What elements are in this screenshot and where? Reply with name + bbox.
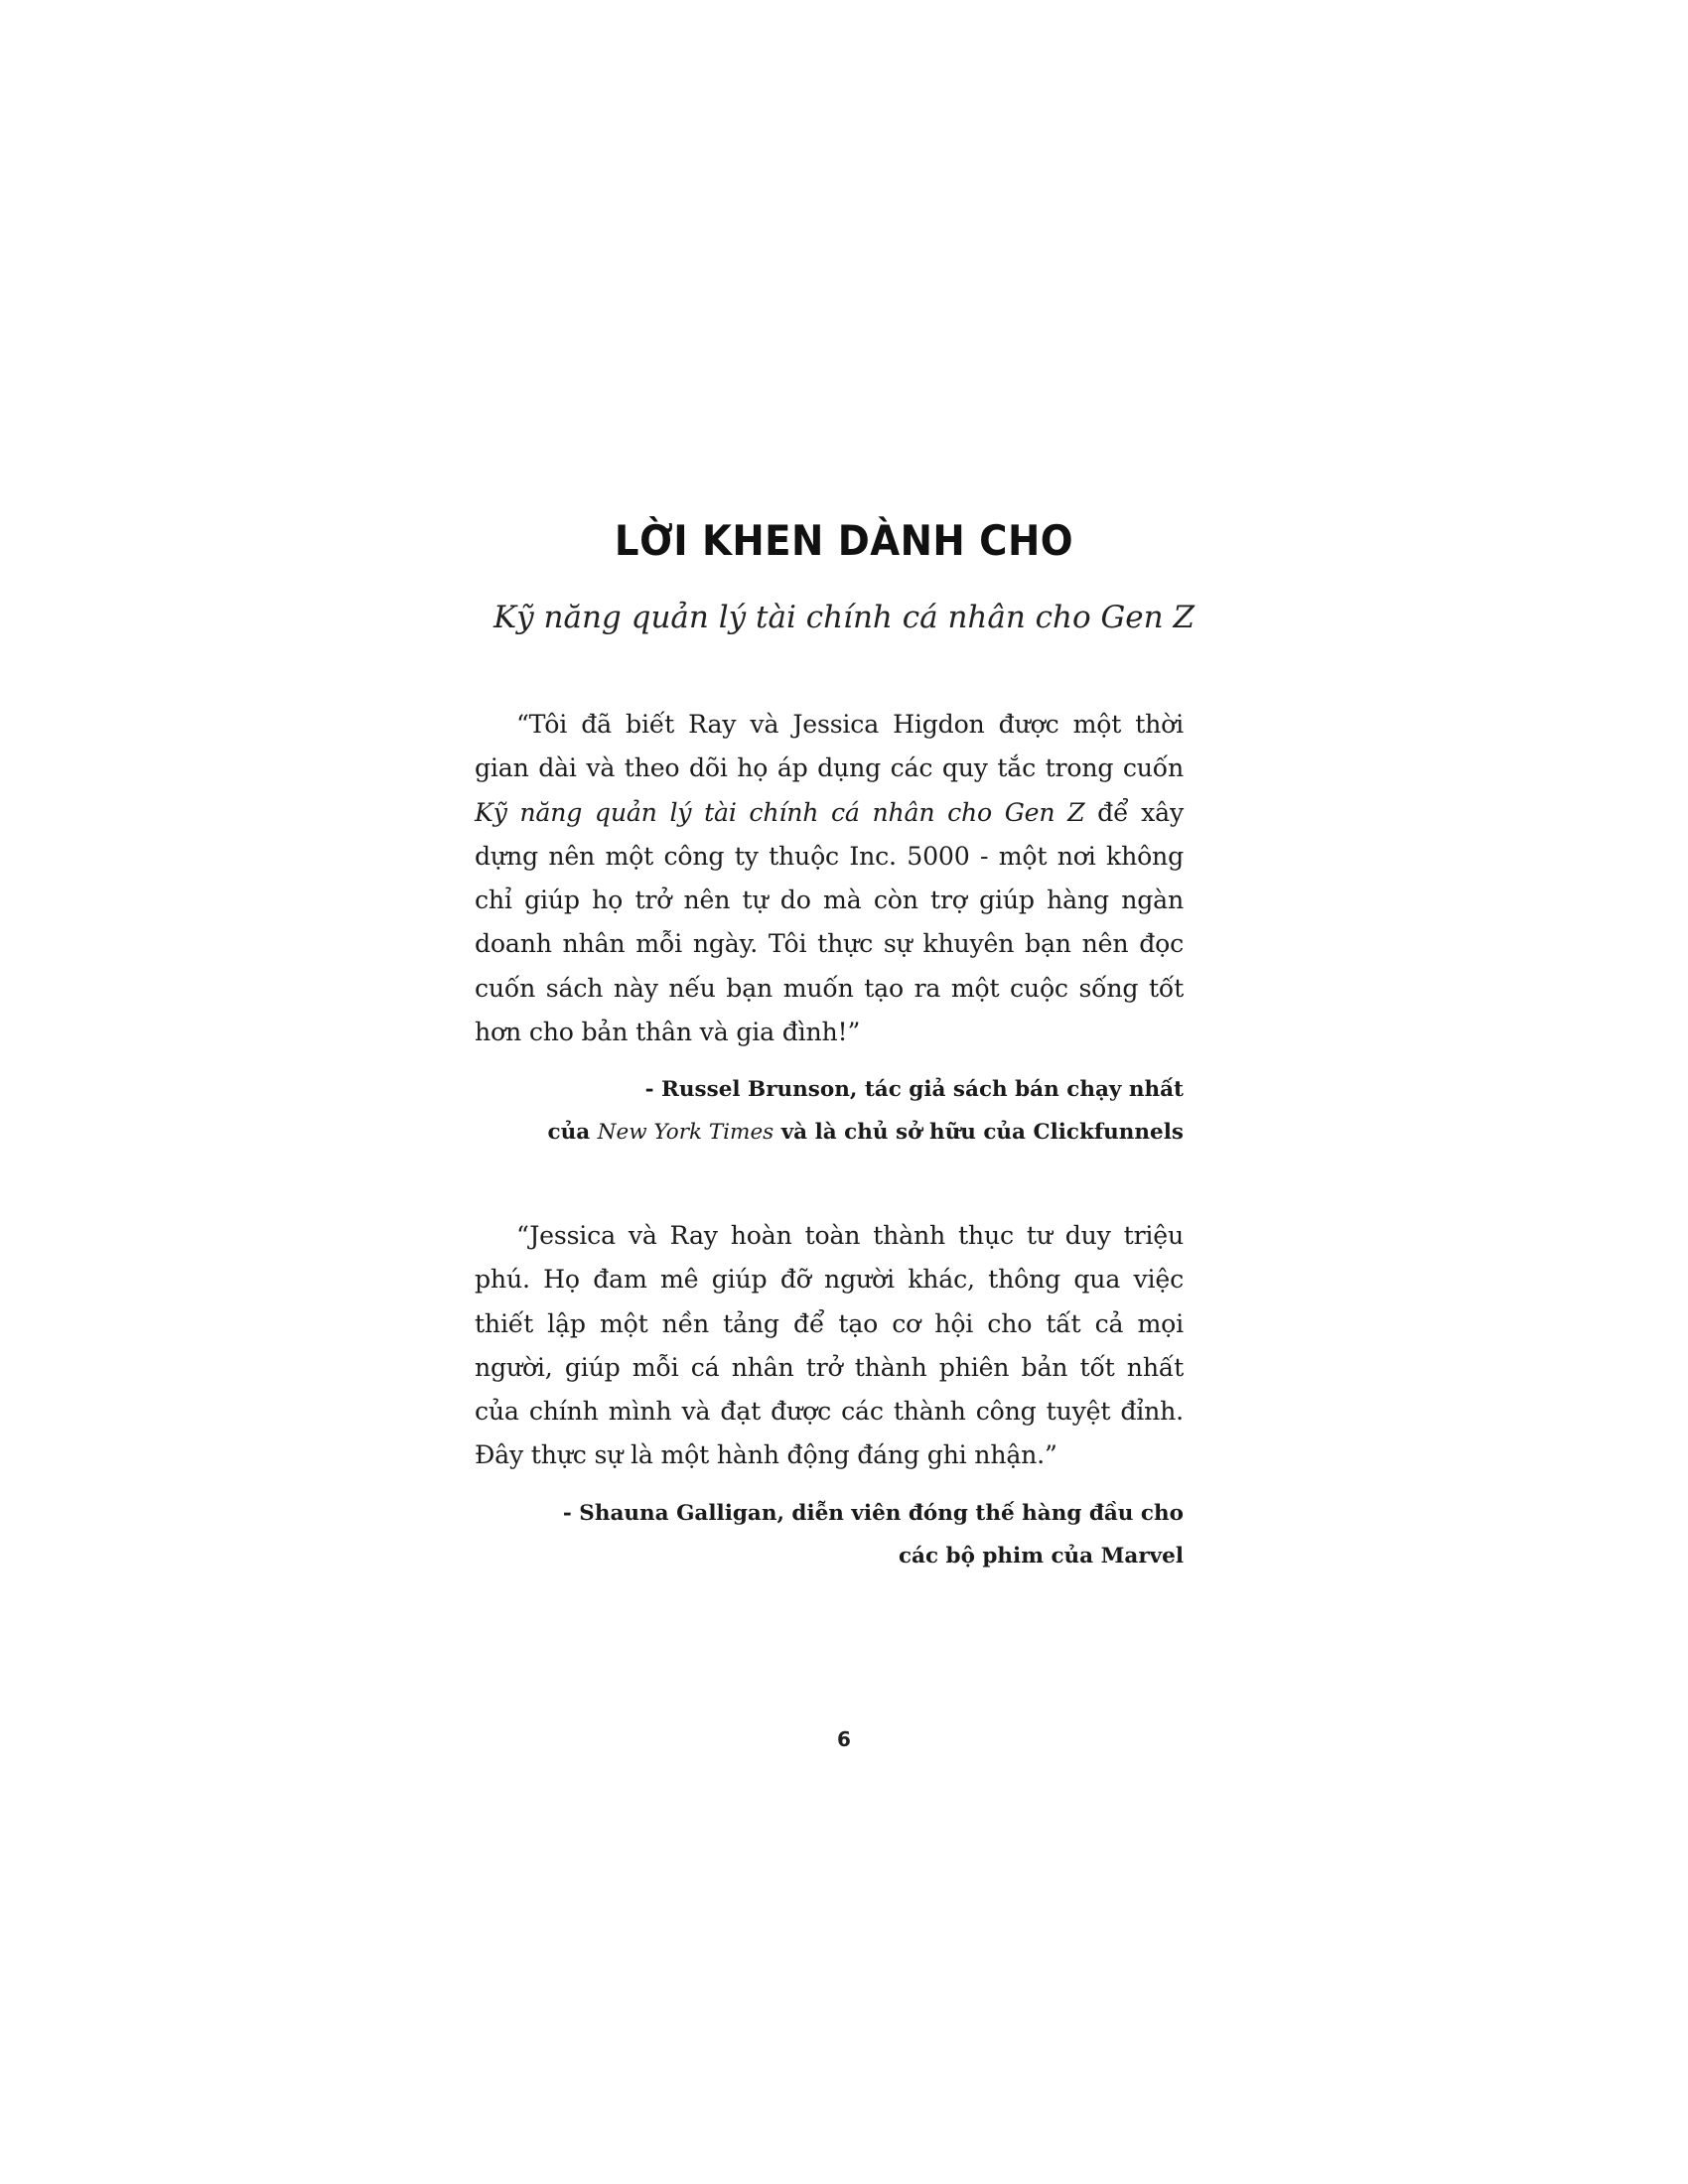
attribution-line: - Russel Brunson, tác giả sách bán chạy nhất [644, 1077, 1184, 1103]
attribution-line: các bộ phim của Marvel [898, 1543, 1184, 1569]
testimonial-attribution [475, 1068, 1184, 1154]
attribution-line: - Shauna Galligan, diễn viên đóng thế hàng đầu cho [562, 1500, 1184, 1526]
testimonial-text-part: để xây dựng nên một công ty thuộc Inc. 5000 - một nơi không chỉ giúp họ trở nên tự do mà còn trợ giúp hàng ngàn doanh nhân mỗi ngày. Tôi thực sự khuyên bạn nên đọc cuốn sách này nếu bạn muốn tạo ra một cuộc sống tốt hơn cho bản thân và gia đình!” [475, 797, 1185, 1047]
testimonial-block [475, 703, 1184, 1154]
page-number: 6 [837, 1727, 851, 1751]
testimonial-text [475, 703, 1184, 1054]
attribution-line-part: của [547, 1120, 598, 1146]
attribution-line-part: và là chủ sở hữu của Clickfunnels [774, 1120, 1184, 1146]
testimonial-block [475, 1214, 1184, 1577]
testimonial-text: “Jessica và Ray hoàn toàn thành thục tư duy triệu phú. Họ đam mê giúp đỡ người khác, thông qua việc thiết lập một nền tảng để tạo cơ hội cho tất cả mọi người, giúp mỗi cá nhân trở thành phiên bản tốt nhất của chính mình và đạt được các thành công tuyệt đỉnh. Đây thực sự là một hành động đáng ghi nhận.” [475, 1221, 1184, 1470]
attribution-publication-title: New York Times [597, 1120, 774, 1146]
testimonial-attribution [475, 1492, 1184, 1577]
book-title-subheading: Kỹ năng quản lý tài chính cá nhân cho Gen Z [492, 600, 1195, 635]
testimonial-book-title: Kỹ năng quản lý tài chính cá nhân cho Gen Z [475, 797, 1085, 827]
testimonial-text-part: “Tôi đã biết Ray và Jessica Higdon được một thời gian dài và theo dõi họ áp dụng các quy tắc trong cuốn [475, 710, 1184, 783]
page-heading: LỜI KHEN DÀNH CHO [614, 516, 1074, 565]
